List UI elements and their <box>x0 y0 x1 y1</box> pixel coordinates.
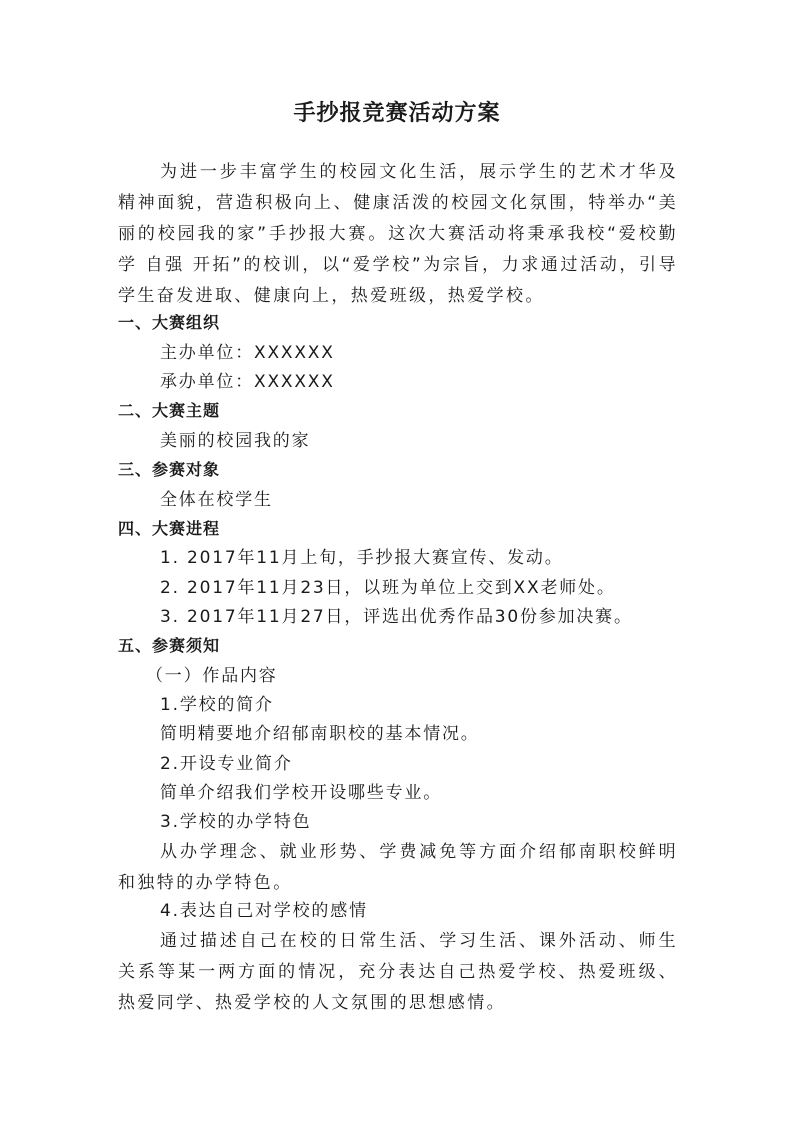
sub-heading-content: （一）作品内容 <box>146 666 278 686</box>
schedule-step: 1. 2017年11月上旬，手抄报大赛宣传、发动。 <box>160 548 564 568</box>
content-item-title: 4.表达自己对学校的感情 <box>160 901 368 921</box>
page-title: 手抄报竞赛活动方案 <box>293 100 501 126</box>
theme-text: 美丽的校园我的家 <box>160 431 311 451</box>
content-item-paragraph: 从办学理念、就业形势、学费减免等方面介绍郁南职校鲜明和独特的办学特色。 <box>118 842 678 893</box>
section-heading-notes: 五、参赛须知 <box>118 636 221 655</box>
organizer-unit: 承办单位：XXXXXX <box>160 372 335 392</box>
section-heading-theme: 二、大赛主题 <box>118 401 221 420</box>
schedule-step: 3. 2017年11月27日，评选出优秀作品30份参加决赛。 <box>160 607 633 627</box>
content-item-title: 2.开设专业简介 <box>160 754 293 774</box>
content-item-paragraph: 通过描述自己在校的日常生活、学习生活、课外活动、师生关系等某一两方面的情况，充分表达自己热爱学校、热爱班级、热爱同学、热爱学校的人文氛围的思想感情。 <box>118 931 678 1013</box>
participants-text: 全体在校学生 <box>160 490 273 510</box>
content-item-title: 3.学校的办学特色 <box>160 812 312 832</box>
content-item-title: 1.学校的简介 <box>160 695 274 715</box>
host-unit: 主办单位：XXXXXX <box>160 343 335 363</box>
intro-paragraph: 为进一步丰富学生的校园文化生活，展示学生的艺术才华及精神面貌，营造积极向上、健康活泼的校园文化氛围，特举办“美丽的校园我的家”手抄报大赛。这次大赛活动将秉承我校“爱校勤学 自强 开拓”的校训，以“爱学校”为宗旨，力求通过活动，引导学生奋发进取、健康向上，热爱班级，热爱学校。 <box>118 162 678 306</box>
section-heading-participants: 三、参赛对象 <box>118 460 221 479</box>
content-item-text: 简单介绍我们学校开设哪些专业。 <box>160 783 442 803</box>
section-heading-schedule: 四、大赛进程 <box>118 519 221 538</box>
content-item-text: 简明精要地介绍郁南职校的基本情况。 <box>160 724 480 744</box>
schedule-step: 2. 2017年11月23日，以班为单位上交到XX老师处。 <box>160 578 616 598</box>
section-heading-organization: 一、大赛组织 <box>118 313 221 332</box>
